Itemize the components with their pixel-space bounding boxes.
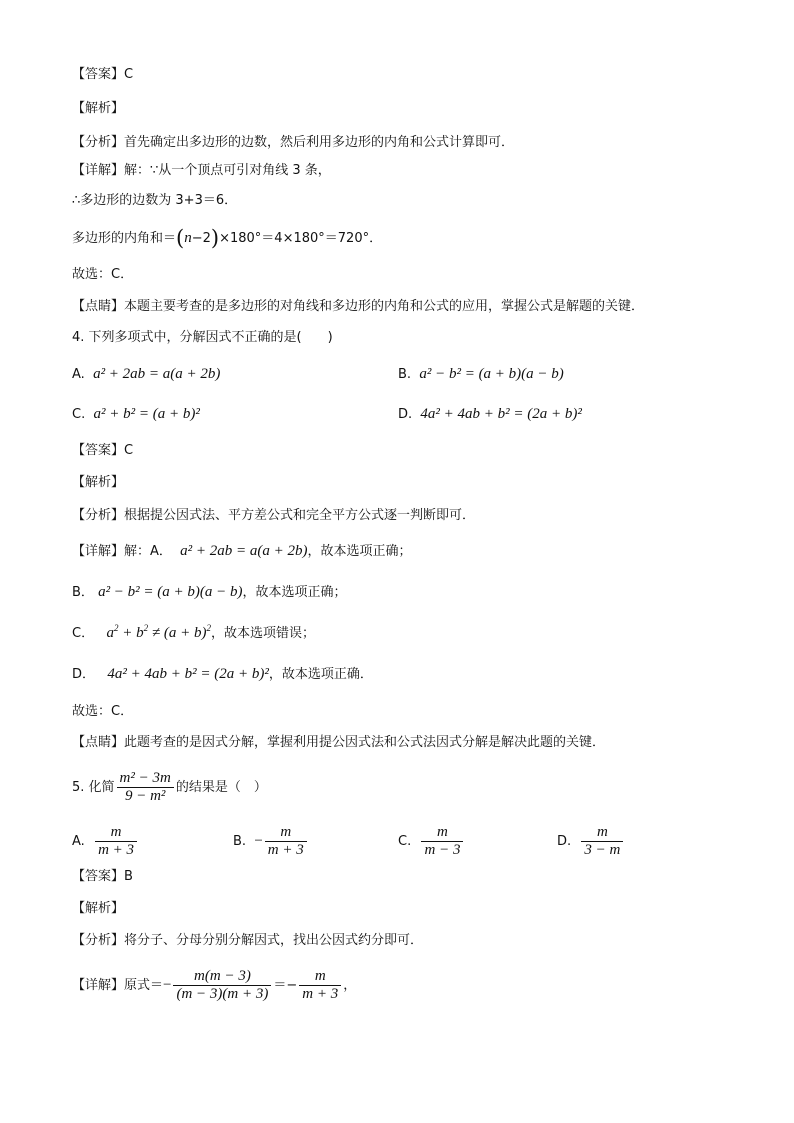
q4-option-c bbox=[72, 405, 200, 424]
q5-stem-denominator: 9 − m² bbox=[124, 788, 166, 804]
q5-option-d-denominator: 3 − m bbox=[584, 842, 621, 858]
q4-detail-b-expr: a² − b² = (a + b)(a − b) bbox=[98, 584, 243, 600]
q4-detail-d-tail: ，故本选项正确． bbox=[268, 667, 373, 682]
q5-detail-fraction-1 bbox=[173, 968, 271, 1003]
q3-step3-n: n bbox=[184, 230, 192, 246]
q5-analysis-heading: 【解析】 bbox=[72, 901, 125, 916]
q5-stem-numerator: m² − 3m bbox=[117, 770, 174, 788]
q4-detail-prefix: 【详解】解：A． bbox=[72, 544, 172, 559]
q3-step2: ∴多边形的边数为 3+3＝6． bbox=[72, 193, 238, 208]
q4-option-a bbox=[72, 365, 220, 384]
q3-step3-tail: ×180°＝4×180°＝720°． bbox=[219, 231, 383, 246]
q5-stem bbox=[72, 770, 267, 805]
q4-option-c-expr: a² + b² = (a + b)² bbox=[93, 406, 200, 422]
q4-option-b bbox=[398, 365, 564, 384]
q4-choice: 故选：C． bbox=[72, 704, 134, 719]
q5-fenxi: 【分析】将分子、分母分别分解因式，找出公因式约分即可． bbox=[72, 933, 424, 948]
q5-option-d-letter: D. bbox=[557, 834, 572, 849]
q4-stem: 4. 下列多项式中，分解因式不正确的是( ) bbox=[72, 330, 333, 345]
q5-option-b-fraction bbox=[265, 824, 307, 859]
q4-detail-d-expr: 4a² + 4ab + b² = (2a + b)² bbox=[107, 666, 269, 682]
q3-step3-prefix: 多边形的内角和＝ bbox=[72, 231, 177, 246]
q3-answer: 【答案】C bbox=[72, 67, 134, 82]
q4-option-c-letter: C. bbox=[72, 407, 86, 422]
q4-detail-b-prefix: B． bbox=[72, 585, 94, 600]
q5-option-a-letter: A. bbox=[72, 834, 85, 849]
q5-option-a-fraction bbox=[95, 824, 137, 859]
q4-fenxi: 【分析】根据提公因式法、平方差公式和完全平方公式逐一判断即可． bbox=[72, 508, 476, 523]
q5-detail-tail: ， bbox=[343, 978, 357, 993]
q5-answer: 【答案】B bbox=[72, 869, 133, 884]
q5-detail-eq: ＝− bbox=[273, 978, 298, 993]
q5-option-c-fraction bbox=[421, 824, 463, 859]
q5-option-a bbox=[72, 824, 139, 859]
q5-stem-suffix: 的结果是（ ） bbox=[175, 780, 267, 795]
q5-stem-fraction bbox=[117, 770, 174, 805]
q4-detail-a-tail: ，故本选项正确； bbox=[307, 544, 412, 559]
q4-option-d bbox=[398, 405, 582, 424]
q5-option-b-sign: − bbox=[254, 833, 263, 849]
q4-detail-c bbox=[72, 624, 315, 643]
q4-detail-c-expr: $a^2 + b^2 \ne (a + b)^2$ bbox=[106, 623, 211, 641]
q5-option-c-letter: C. bbox=[398, 834, 412, 849]
q4-detail-d bbox=[72, 665, 373, 684]
q3-choice: 故选：C． bbox=[72, 267, 134, 282]
q5-detail-prefix: 【详解】原式＝ bbox=[72, 978, 164, 993]
q5-option-c-denominator: m − 3 bbox=[424, 842, 461, 858]
q5-option-b-letter: B. bbox=[233, 834, 247, 849]
q5-option-d-fraction bbox=[581, 824, 623, 859]
q5-stem-prefix: 5. 化简 bbox=[72, 780, 115, 795]
q4-detail-a bbox=[72, 542, 412, 561]
q4-answer: 【答案】C bbox=[72, 443, 134, 458]
q5-option-a-numerator: m bbox=[95, 824, 137, 842]
q4-detail-d-prefix: D． bbox=[72, 667, 96, 682]
q5-detail: 【详解】原式＝− $\frac{m(m - 3)}{(m - 3)(m + 3)}$ ＝− $\frac{m}{m + 3}$ ， bbox=[72, 968, 357, 1002]
q4-option-b-letter: B. bbox=[398, 367, 412, 382]
q4-option-a-letter: A. bbox=[72, 367, 85, 382]
q5-option-d bbox=[557, 824, 625, 859]
q5-option-c bbox=[398, 824, 465, 859]
q4-detail-c-tail: ，故本选项错误； bbox=[210, 626, 315, 641]
q5-option-c-numerator: m bbox=[421, 824, 463, 842]
q4-detail-a-expr: a² + 2ab = a(a + 2b) bbox=[180, 543, 308, 559]
q4-detail-b-tail: ，故本选项正确； bbox=[242, 585, 347, 600]
q3-fenxi: 【分析】首先确定出多边形的边数，然后利用多边形的内角和公式计算即可． bbox=[72, 135, 515, 150]
q4-comment: 【点睛】此题考查的是因式分解，掌握利用提公因式法和公式法因式分解是解决此题的关键． bbox=[72, 735, 606, 750]
q3-analysis-heading: 【解析】 bbox=[72, 101, 125, 116]
q3-detail: 【详解】解：∵从一个顶点可引对角线 3 条， bbox=[72, 163, 331, 178]
q3-step3: 多边形的内角和＝(n−2)×180°＝4×180°＝720°． bbox=[72, 226, 383, 250]
q5-detail-fraction-2 bbox=[299, 968, 341, 1003]
q3-step3-mid: −2 bbox=[191, 231, 211, 246]
q4-detail-b bbox=[72, 583, 347, 602]
q4-option-d-expr: 4a² + 4ab + b² = (2a + b)² bbox=[420, 406, 582, 422]
q4-analysis-heading: 【解析】 bbox=[72, 475, 125, 490]
q4-option-b-expr: a² − b² = (a + b)(a − b) bbox=[419, 366, 564, 382]
q5-detail-denominator-2: m + 3 bbox=[302, 986, 339, 1002]
q5-option-d-numerator: m bbox=[581, 824, 623, 842]
q5-option-b-denominator: m + 3 bbox=[267, 842, 304, 858]
q4-option-d-letter: D. bbox=[398, 407, 413, 422]
q5-detail-denominator-1: (m − 3)(m + 3) bbox=[176, 986, 269, 1002]
q4-detail-c-prefix: C． bbox=[72, 626, 95, 641]
q3-comment: 【点睛】本题主要考查的是多边形的对角线和多边形的内角和公式的应用，掌握公式是解题的关键． bbox=[72, 299, 645, 314]
q5-option-b bbox=[233, 824, 309, 859]
q5-detail-numerator-2: m bbox=[299, 968, 341, 986]
q4-option-a-expr: a² + 2ab = a(a + 2b) bbox=[93, 366, 221, 382]
q5-detail-numerator-1: m(m − 3) bbox=[173, 968, 271, 986]
q5-option-b-numerator: m bbox=[265, 824, 307, 842]
q5-option-a-denominator: m + 3 bbox=[98, 842, 135, 858]
